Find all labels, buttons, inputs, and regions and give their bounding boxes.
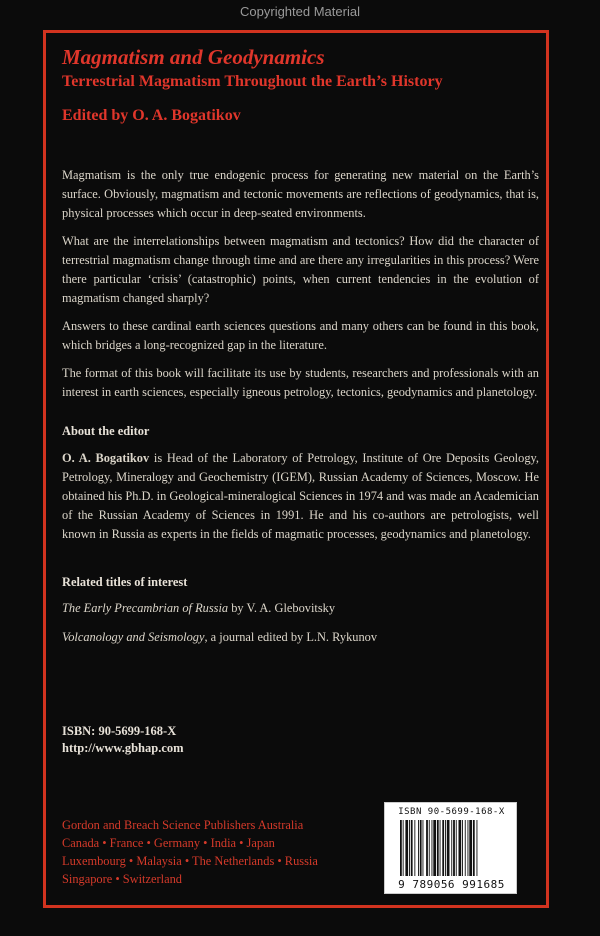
- publisher-line: Luxembourg • Malaysia • The Netherlands • Russia: [62, 854, 318, 868]
- book-subtitle: Terrestrial Magmatism Throughout the Earth’s History: [62, 73, 443, 90]
- barcode-label: [384, 802, 517, 894]
- copyright-watermark: Copyrighted Material: [240, 4, 360, 19]
- publisher-line: Singapore • Switzerland: [62, 872, 182, 886]
- related-title-item: [62, 601, 335, 616]
- book-header: [62, 44, 542, 127]
- related-title: Volcanology and Seismology: [62, 630, 205, 644]
- description-paragraph: What are the interrelationships between magmatism and tectonics? How did the character of terrestrial magmatism change through time and are there any irregularities in this process? Were there particular ‘crisis’ (catastrophic) points, when current tendencies in the evolution of magmatism changed sharply?: [62, 234, 539, 305]
- barcode-bars: [399, 820, 511, 876]
- related-titles-heading: Related titles of interest: [62, 575, 188, 589]
- description-paragraph: The format of this book will facilitate its use by students, researchers and professionals with an interest in earth sciences, especially igneous petrology, tectonics, geodynamics and planetology.: [62, 366, 539, 399]
- editor-bio: is Head of the Laboratory of Petrology, Institute of Ore Deposits Geology, Petrology, Mineralogy and Geochemistry (IGEM), Russian Academy of Sciences, Moscow. He obtained his Ph.D. in Geological-mineralogical Sciences in 1974 and was made an Academician of the Russian Academy of Sciences in 1991. He and his co-authors are petrologists, well known in Russia as experts in the fields of magmatic processes, geodynamics and planetology.: [62, 451, 539, 541]
- about-editor-heading: About the editor: [62, 424, 150, 438]
- barcode-isbn-text: ISBN 90-5699-168-X: [398, 807, 505, 817]
- editor-credit: Edited by O. A. Bogatikov: [62, 107, 241, 124]
- publisher-website[interactable]: http://www.gbhap.com: [62, 741, 184, 755]
- description-paragraph: Answers to these cardinal earth sciences questions and many others can be found in this book, which bridges a long-recognized gap in the literature.: [62, 319, 539, 352]
- isbn-block: [62, 723, 184, 757]
- isbn-label: ISBN: 90-5699-168-X: [62, 724, 177, 738]
- related-title-author: , a journal edited by L.N. Rykunov: [204, 630, 378, 644]
- description-paragraph: Magmatism is the only true endogenic process for generating new material on the Earth’s surface. Obviously, magmatism and tectonic movements are reflections of geodynamics, that is, physical processes which occur in deep-seated environments.: [62, 168, 539, 220]
- about-editor-text: [62, 449, 539, 544]
- publisher-locations: [62, 816, 362, 888]
- book-description: [62, 166, 539, 411]
- related-title-item: [62, 630, 377, 645]
- related-title: The Early Precambrian of Russia: [62, 601, 229, 615]
- publisher-line: Gordon and Breach Science Publishers Australia: [62, 818, 304, 832]
- book-title: Magmatism and Geodynamics: [62, 45, 325, 69]
- publisher-line: Canada • France • Germany • India • Japan: [62, 836, 275, 850]
- editor-name: O. A. Bogatikov: [62, 451, 150, 465]
- barcode-number: 9 789056 991685: [398, 878, 505, 891]
- related-title-author: by V. A. Glebovitsky: [228, 601, 336, 615]
